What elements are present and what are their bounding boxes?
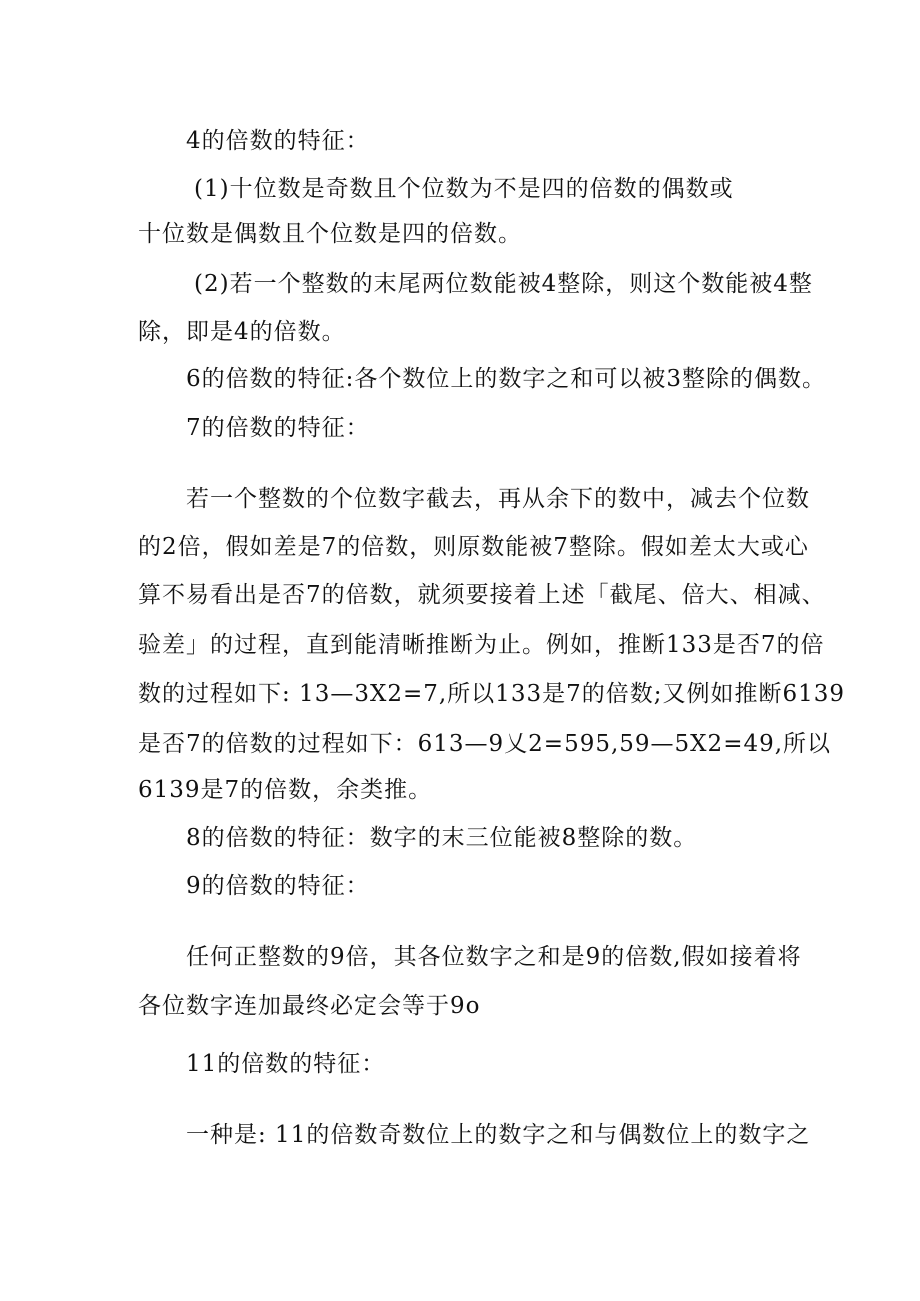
- heading-multiple-of-11: 11的倍数的特征：: [186, 1051, 386, 1077]
- paragraph-line: 任何正整数的9倍，其各位数字之和是9的倍数,假如接着将: [186, 944, 802, 970]
- paragraph-line: 一种是: 11的倍数奇数位上的数字之和与偶数位上的数字之: [186, 1122, 811, 1148]
- paragraph-line: 除，即是4的倍数。: [138, 319, 346, 345]
- heading-multiple-of-6: 6的倍数的特征:各个数位上的数字之和可以被3整除的偶数。: [186, 366, 827, 392]
- paragraph-line: 若一个整数的个位数字截去，再从余下的数中，减去个位数: [186, 486, 810, 512]
- heading-multiple-of-9: 9的倍数的特征：: [186, 873, 370, 899]
- paragraph-line: (1)十位数是奇数且个位数为不是四的倍数的偶数或: [194, 176, 734, 202]
- paragraph-line: 的2倍，假如差是7的倍数，则原数能被7整除。假如差太大或心: [138, 534, 809, 560]
- paragraph-line: 十位数是偶数且个位数是四的倍数。: [138, 221, 522, 247]
- paragraph-line: 各位数字连加最终必定会等于9o: [138, 993, 481, 1019]
- heading-multiple-of-8: 8的倍数的特征：数字的末三位能被8整除的数。: [186, 825, 698, 851]
- paragraph-line: 验差」的过程，直到能清晰推断为止。例如，推断133是否7的倍: [138, 632, 825, 658]
- paragraph-line: 数的过程如下: 13—3X2=7,所以133是7的倍数;又例如推断6139: [138, 681, 845, 707]
- paragraph-line: (2)若一个整数的末尾两位数能被4整除，则这个数能被4整: [194, 271, 813, 297]
- heading-multiple-of-4: 4的倍数的特征：: [186, 128, 370, 154]
- paragraph-line: 算不易看出是否7的倍数，就须要接着上述「截尾、倍大、相减、: [138, 582, 826, 608]
- paragraph-line: 6139是7的倍数，余类推。: [138, 777, 433, 803]
- paragraph-line: 是否7的倍数的过程如下：613—9乂2=595,59—5X2=49,所以: [138, 731, 832, 757]
- heading-multiple-of-7: 7的倍数的特征：: [186, 415, 370, 441]
